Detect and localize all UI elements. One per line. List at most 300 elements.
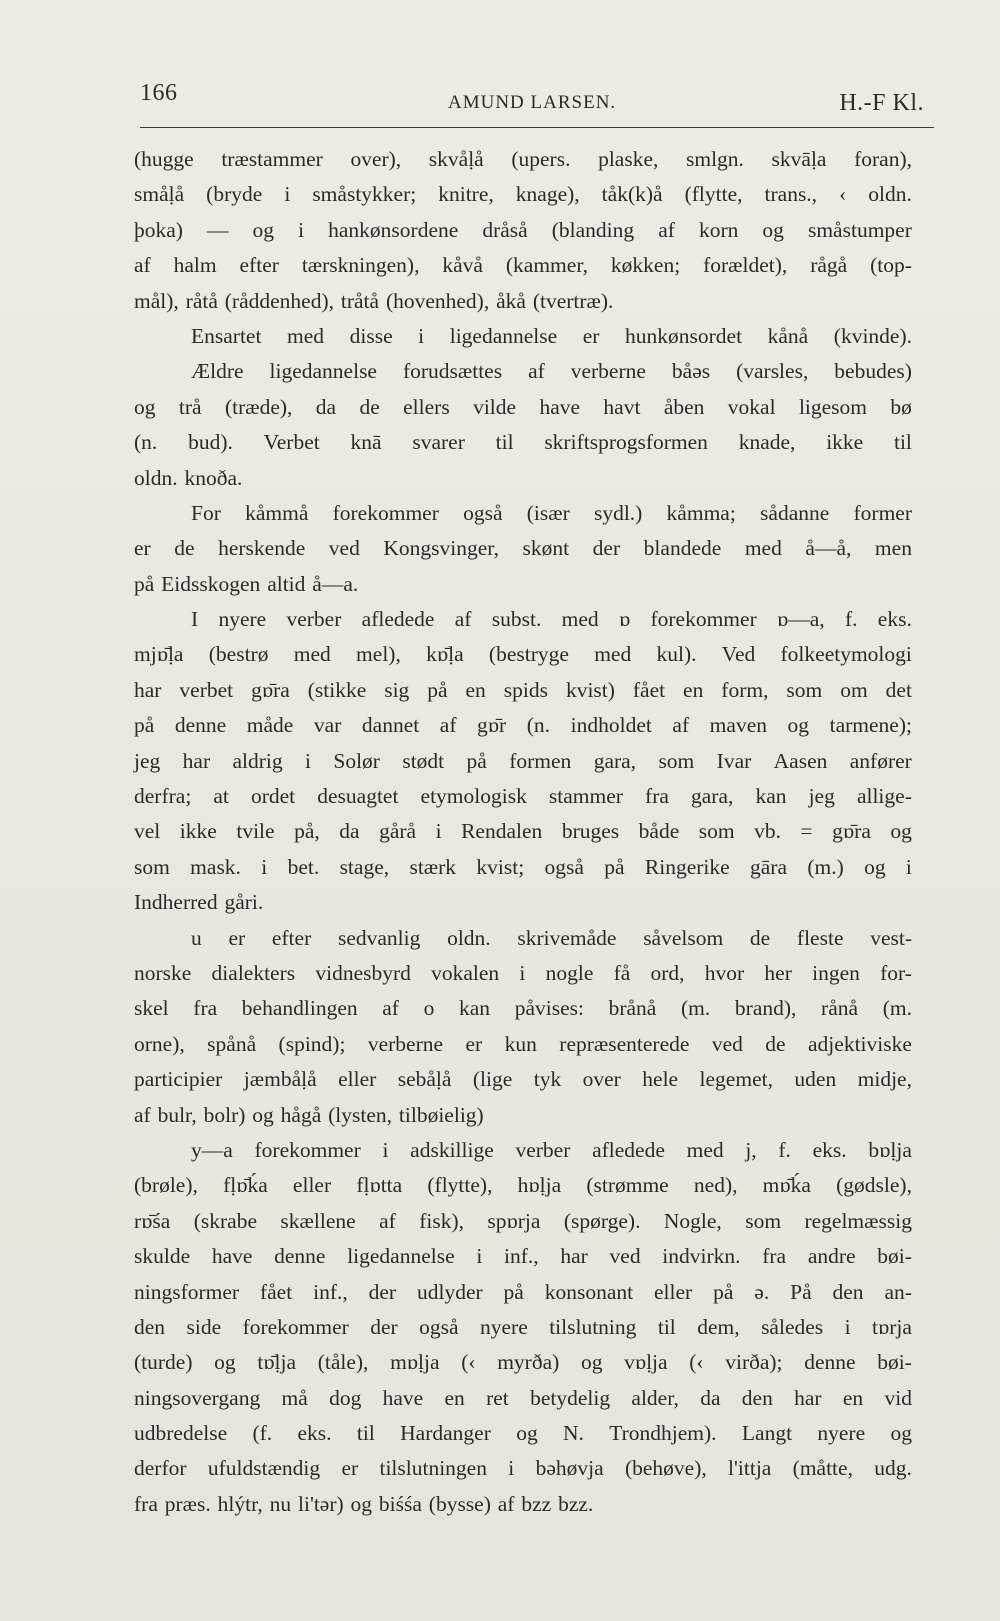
word: gårå bbox=[379, 819, 417, 844]
text-line bbox=[134, 567, 912, 602]
text-line bbox=[134, 1239, 912, 1274]
text-line bbox=[134, 1133, 912, 1168]
word: skriftsprogsformen bbox=[544, 430, 708, 455]
word: hankønsordene bbox=[328, 217, 459, 242]
word: knā bbox=[350, 430, 382, 455]
word: — bbox=[207, 217, 229, 242]
word: har bbox=[560, 1244, 588, 1269]
word: spɒrja bbox=[487, 1208, 541, 1233]
word: sig bbox=[384, 677, 410, 702]
word: ved bbox=[328, 536, 360, 561]
word: af bbox=[497, 1491, 515, 1516]
word: dråså bbox=[482, 217, 528, 242]
word: i bbox=[305, 748, 311, 773]
word: da bbox=[700, 1385, 721, 1410]
word: j, bbox=[745, 1137, 757, 1162]
word: bolr) bbox=[203, 1102, 246, 1127]
word: ikke bbox=[179, 819, 217, 844]
word: som bbox=[658, 748, 695, 773]
word: på bbox=[134, 713, 155, 738]
word: fleste bbox=[796, 925, 844, 950]
word: sådanne bbox=[760, 500, 830, 525]
word: udg. bbox=[874, 1456, 912, 1481]
word: denne bbox=[174, 713, 227, 738]
word: å—a. bbox=[312, 571, 359, 596]
word: få bbox=[613, 960, 631, 985]
word: konsonant bbox=[544, 1279, 634, 1304]
word: have bbox=[211, 1244, 253, 1269]
word: u bbox=[191, 925, 202, 950]
word: indvirkn. bbox=[662, 1244, 741, 1269]
text-line bbox=[134, 921, 912, 956]
word: side bbox=[186, 1314, 222, 1339]
word: (lysten, bbox=[328, 1102, 393, 1127]
text-line bbox=[134, 425, 912, 460]
word: Nogle, bbox=[663, 1208, 722, 1233]
word: anfører bbox=[849, 748, 912, 773]
word: har bbox=[134, 677, 162, 702]
word: formen bbox=[509, 748, 572, 773]
word: herskende bbox=[218, 536, 306, 561]
word: (flytte), bbox=[427, 1173, 493, 1198]
word: (skrabe bbox=[193, 1208, 258, 1233]
word: behandlingen bbox=[241, 996, 358, 1021]
word: (m.) bbox=[807, 854, 844, 879]
word: åben bbox=[663, 394, 705, 419]
word: sydl.) bbox=[593, 500, 643, 525]
word: midje, bbox=[857, 1067, 912, 1092]
word: på bbox=[134, 571, 155, 596]
word: allige- bbox=[856, 784, 912, 809]
text-line bbox=[134, 1168, 912, 1203]
word: På bbox=[790, 1279, 812, 1304]
word: ord, bbox=[650, 960, 685, 985]
word: hunkønsordet bbox=[625, 323, 743, 348]
word: foran), bbox=[854, 147, 912, 171]
word: af bbox=[528, 359, 545, 384]
word: (tåle), bbox=[317, 1350, 369, 1375]
word: nogle bbox=[545, 960, 594, 985]
word: verber bbox=[286, 607, 342, 632]
word: knage), bbox=[515, 182, 580, 207]
word: oldn. bbox=[447, 925, 491, 950]
word: af bbox=[382, 996, 399, 1021]
word: og bbox=[134, 394, 156, 419]
word: forudsættes bbox=[402, 359, 503, 384]
word: fået bbox=[632, 677, 666, 702]
word: er bbox=[465, 1031, 483, 1056]
word: inf., bbox=[504, 1244, 539, 1269]
word: småstumper bbox=[807, 217, 912, 242]
word: har bbox=[182, 748, 211, 773]
word: skvāḷa bbox=[771, 147, 827, 171]
word: repræsenterede bbox=[559, 1031, 690, 1056]
word: verberne bbox=[367, 1031, 444, 1056]
text-line bbox=[134, 885, 912, 920]
word: smlgn. bbox=[685, 147, 744, 171]
text-line bbox=[134, 177, 912, 212]
word: fra bbox=[134, 1491, 158, 1516]
word: som bbox=[786, 677, 823, 702]
text-line bbox=[134, 744, 912, 779]
text-line bbox=[134, 1451, 912, 1486]
word: den bbox=[134, 1314, 166, 1339]
text-line bbox=[134, 1275, 912, 1310]
word: ligedannelse bbox=[269, 359, 377, 384]
word: ‹ bbox=[839, 182, 847, 207]
word: der bbox=[592, 536, 621, 561]
word: (m. bbox=[681, 996, 711, 1021]
word: kul). bbox=[656, 642, 697, 667]
word: uden bbox=[794, 1067, 837, 1092]
word: nyere bbox=[218, 607, 267, 632]
word: tilbøielig) bbox=[398, 1102, 484, 1127]
text-line bbox=[134, 991, 912, 1026]
word: med bbox=[561, 607, 599, 632]
word: ə. bbox=[754, 1279, 770, 1304]
word: udlyder bbox=[416, 1279, 483, 1304]
word: over), bbox=[350, 147, 402, 171]
word: etymologisk bbox=[420, 784, 527, 809]
word: regelmæssig bbox=[804, 1208, 912, 1233]
word: hele bbox=[642, 1067, 679, 1092]
word: den bbox=[741, 1385, 773, 1410]
word: også bbox=[419, 1314, 459, 1339]
word: (bestryge bbox=[488, 642, 569, 667]
word: tilslutning bbox=[549, 1314, 637, 1339]
word: y—a bbox=[191, 1137, 233, 1162]
word: (især bbox=[526, 500, 570, 525]
word: knitre, bbox=[438, 182, 494, 207]
word: af bbox=[439, 713, 457, 738]
word: kåmmå bbox=[245, 500, 309, 525]
word: bud). bbox=[188, 430, 233, 455]
page-number: 166 bbox=[140, 80, 178, 106]
word: i bbox=[519, 960, 526, 985]
word: her bbox=[764, 960, 792, 985]
word: vel bbox=[134, 819, 161, 844]
word: an- bbox=[884, 1279, 912, 1304]
word: forekommer bbox=[650, 607, 757, 632]
word: kan bbox=[459, 996, 491, 1021]
word: til bbox=[657, 1314, 676, 1339]
word: med bbox=[744, 536, 782, 561]
word: skel bbox=[134, 996, 169, 1021]
word: i bbox=[284, 182, 291, 207]
word: (strømme bbox=[586, 1173, 669, 1198]
word: stødt bbox=[402, 748, 445, 773]
word: at bbox=[213, 784, 229, 809]
word: o bbox=[423, 996, 435, 1021]
word: Verbet bbox=[263, 430, 320, 455]
text-line bbox=[134, 1098, 912, 1133]
word: småḷå bbox=[134, 182, 185, 207]
word: have bbox=[382, 1385, 424, 1410]
word: da bbox=[315, 394, 337, 419]
word: forekommer bbox=[242, 1314, 349, 1339]
word: nyere bbox=[480, 1314, 528, 1339]
word: halm bbox=[173, 253, 217, 278]
word: mel), bbox=[356, 642, 401, 667]
word: vidnesbyrd bbox=[315, 960, 411, 985]
text-line bbox=[134, 1345, 912, 1380]
word: bruges bbox=[561, 819, 620, 844]
word: (træde), bbox=[224, 394, 293, 419]
word: aldrig bbox=[232, 748, 283, 773]
word: var bbox=[313, 713, 342, 738]
word: tvile bbox=[236, 819, 275, 844]
word: af bbox=[454, 607, 472, 632]
text-line bbox=[134, 284, 912, 319]
word: ɒ—a, bbox=[777, 607, 825, 632]
word: adskillige bbox=[410, 1137, 494, 1162]
text-line bbox=[134, 637, 912, 672]
word: mask. bbox=[190, 854, 241, 879]
word: knoða. bbox=[184, 465, 243, 490]
word: verbet bbox=[179, 677, 234, 702]
word: fra bbox=[193, 996, 218, 1021]
word: altid bbox=[267, 571, 306, 596]
text-line bbox=[134, 673, 912, 708]
word: subst. bbox=[491, 607, 542, 632]
word: bø bbox=[890, 394, 912, 419]
word: de bbox=[359, 394, 380, 419]
text-line bbox=[134, 248, 912, 283]
word: mål), bbox=[134, 288, 179, 313]
word: kåvå bbox=[442, 253, 483, 278]
word: ikke bbox=[826, 430, 864, 455]
word: bet. bbox=[287, 854, 320, 879]
word: af bbox=[379, 1208, 396, 1233]
word: således bbox=[761, 1314, 824, 1339]
word: (m. bbox=[882, 996, 912, 1021]
word: måde bbox=[246, 713, 294, 738]
word: har bbox=[794, 1385, 822, 1410]
word: med bbox=[594, 642, 632, 667]
word: i bbox=[905, 854, 912, 879]
word: fḷɒ̄ḱa bbox=[223, 1173, 268, 1198]
word: også bbox=[544, 854, 584, 879]
word: såvelsom bbox=[643, 925, 724, 950]
word: (n. bbox=[134, 430, 158, 455]
word: havt bbox=[603, 394, 641, 419]
word: form, bbox=[721, 677, 769, 702]
word: derfor bbox=[134, 1456, 187, 1481]
word: (tvertræ). bbox=[532, 288, 614, 313]
word: bebudes) bbox=[834, 359, 912, 384]
word: bzz. bbox=[558, 1491, 594, 1516]
word: som bbox=[745, 1208, 782, 1233]
word: gåri. bbox=[224, 890, 264, 915]
word: vb. bbox=[754, 819, 781, 844]
word: (bestrø bbox=[208, 642, 269, 667]
word: Kongsvinger, bbox=[383, 536, 499, 561]
text-line bbox=[134, 1027, 912, 1062]
word: og bbox=[762, 217, 784, 242]
word: og bbox=[787, 713, 810, 738]
word: sedvanlig bbox=[337, 925, 421, 950]
word: skællene bbox=[280, 1208, 356, 1233]
word: skulde bbox=[134, 1244, 191, 1269]
word: og bbox=[214, 1350, 236, 1375]
word: ligedannelse bbox=[347, 1244, 455, 1269]
word: gara, bbox=[593, 748, 637, 773]
word: afledede bbox=[592, 1137, 665, 1162]
word: den bbox=[832, 1279, 864, 1304]
word: og bbox=[252, 1102, 274, 1127]
word: Trondhjem). bbox=[609, 1421, 717, 1446]
word: (hovenhed), bbox=[385, 288, 490, 313]
word: bɒḷja bbox=[868, 1137, 912, 1162]
page-header bbox=[140, 76, 924, 116]
word: hvor bbox=[704, 960, 745, 985]
word: nyere bbox=[817, 1421, 866, 1446]
word: i bbox=[508, 1456, 515, 1481]
word: til bbox=[893, 430, 912, 455]
word: mɒ̄ḱa bbox=[762, 1173, 811, 1198]
word: ved bbox=[711, 1031, 743, 1056]
word: efter bbox=[271, 925, 312, 950]
word: i bbox=[418, 323, 425, 348]
word: ligesom bbox=[798, 394, 868, 419]
word: er bbox=[134, 536, 151, 561]
word: eks. bbox=[812, 1137, 847, 1162]
word: spids bbox=[503, 677, 548, 702]
word: nu bbox=[269, 1491, 292, 1516]
word: inf., bbox=[313, 1279, 348, 1304]
word: (kvinde). bbox=[833, 323, 912, 348]
word: eller bbox=[654, 1279, 693, 1304]
word: kånå bbox=[767, 323, 809, 348]
word: biśśa bbox=[378, 1491, 422, 1516]
word: f. bbox=[778, 1137, 791, 1162]
word: og bbox=[516, 1421, 538, 1446]
word: derfra; bbox=[134, 784, 192, 809]
word: f. bbox=[844, 607, 858, 632]
word: dem, bbox=[697, 1314, 740, 1339]
word: hågå bbox=[280, 1102, 322, 1127]
word: gara, bbox=[691, 784, 734, 809]
word: gɒ̄ra bbox=[251, 677, 290, 702]
word: former bbox=[853, 500, 912, 525]
word: (hugge bbox=[134, 147, 194, 171]
word: af bbox=[134, 253, 151, 278]
word: de bbox=[174, 536, 195, 561]
word: i bbox=[382, 1137, 389, 1162]
word: i bbox=[298, 217, 305, 242]
word: (n. bbox=[526, 713, 551, 738]
word: som bbox=[698, 819, 735, 844]
word: ɒ bbox=[618, 607, 631, 632]
word: er bbox=[582, 323, 600, 348]
word: kɒ̄ḷa bbox=[426, 642, 464, 667]
word: (bysse) bbox=[428, 1491, 491, 1516]
word: (måtte, bbox=[792, 1456, 853, 1481]
word: myrða) bbox=[497, 1350, 560, 1375]
word: tilslutningen bbox=[379, 1456, 487, 1481]
word: kåmma; bbox=[666, 500, 736, 525]
word: gɒ̄r bbox=[477, 713, 507, 738]
word: disse bbox=[349, 323, 393, 348]
word: gāra bbox=[750, 854, 787, 879]
word: forældet), bbox=[703, 253, 788, 278]
word: (‹ bbox=[461, 1350, 476, 1375]
word: (stikke bbox=[307, 677, 367, 702]
word: mjɒ̄ḷa bbox=[134, 642, 184, 667]
word: der bbox=[370, 1314, 398, 1339]
word: gɒ̄ra bbox=[832, 819, 871, 844]
word: Hardanger bbox=[400, 1421, 491, 1446]
text-line bbox=[134, 850, 912, 885]
word: Indherred bbox=[134, 890, 218, 915]
word: brand), bbox=[734, 996, 797, 1021]
word: vilde bbox=[473, 394, 517, 419]
word: norske bbox=[134, 960, 192, 985]
word: rågå bbox=[810, 253, 848, 278]
word: kvist) bbox=[565, 677, 615, 702]
word: mɒḷja bbox=[390, 1350, 440, 1375]
word: bulr, bbox=[157, 1102, 197, 1127]
word: betydelig bbox=[530, 1385, 611, 1410]
word: fḷɒtta bbox=[356, 1173, 403, 1198]
word: Ringerike bbox=[644, 854, 730, 879]
word: (spind); bbox=[278, 1031, 346, 1056]
word: er bbox=[228, 925, 246, 950]
word: verberne bbox=[570, 359, 646, 384]
word: en bbox=[465, 677, 486, 702]
word: oldn. bbox=[868, 182, 912, 207]
word: tyk bbox=[533, 1067, 562, 1092]
word: i bbox=[435, 819, 442, 844]
word: stammer bbox=[548, 784, 623, 809]
word: eller bbox=[338, 1067, 377, 1092]
word: udbredelse bbox=[134, 1421, 228, 1446]
word: trå bbox=[178, 394, 202, 419]
word: eks. bbox=[877, 607, 912, 632]
text-line bbox=[134, 708, 912, 743]
word: = bbox=[800, 819, 813, 844]
word: det bbox=[885, 677, 912, 702]
word: i bbox=[476, 1244, 483, 1269]
word: bøi- bbox=[877, 1244, 912, 1269]
word: hlýtr, bbox=[217, 1491, 263, 1516]
word: forekommer bbox=[254, 1137, 361, 1162]
word: (lige bbox=[472, 1067, 513, 1092]
word: ingen bbox=[812, 960, 860, 985]
word: svarer bbox=[412, 430, 465, 455]
word: påvises: bbox=[514, 996, 584, 1021]
word: skvåḷå bbox=[428, 147, 484, 171]
word: ningsformer bbox=[134, 1279, 240, 1304]
word: desuagtet bbox=[317, 784, 399, 809]
word: (kammer, bbox=[505, 253, 588, 278]
word: båəs bbox=[671, 359, 711, 384]
word: efter bbox=[239, 253, 279, 278]
word: bøi- bbox=[877, 1350, 912, 1375]
word: på, bbox=[294, 819, 320, 844]
word: vokal bbox=[727, 394, 776, 419]
word: tåk(k)å bbox=[601, 182, 663, 207]
word: fisk), bbox=[419, 1208, 464, 1233]
word: dannet bbox=[361, 713, 420, 738]
word: Solør bbox=[333, 748, 380, 773]
word: fået bbox=[259, 1279, 293, 1304]
word: om bbox=[840, 677, 868, 702]
word: ellers bbox=[403, 394, 450, 419]
word: (‹ bbox=[689, 1350, 704, 1375]
word: træstammer bbox=[221, 147, 323, 171]
word: spånå bbox=[207, 1031, 257, 1056]
